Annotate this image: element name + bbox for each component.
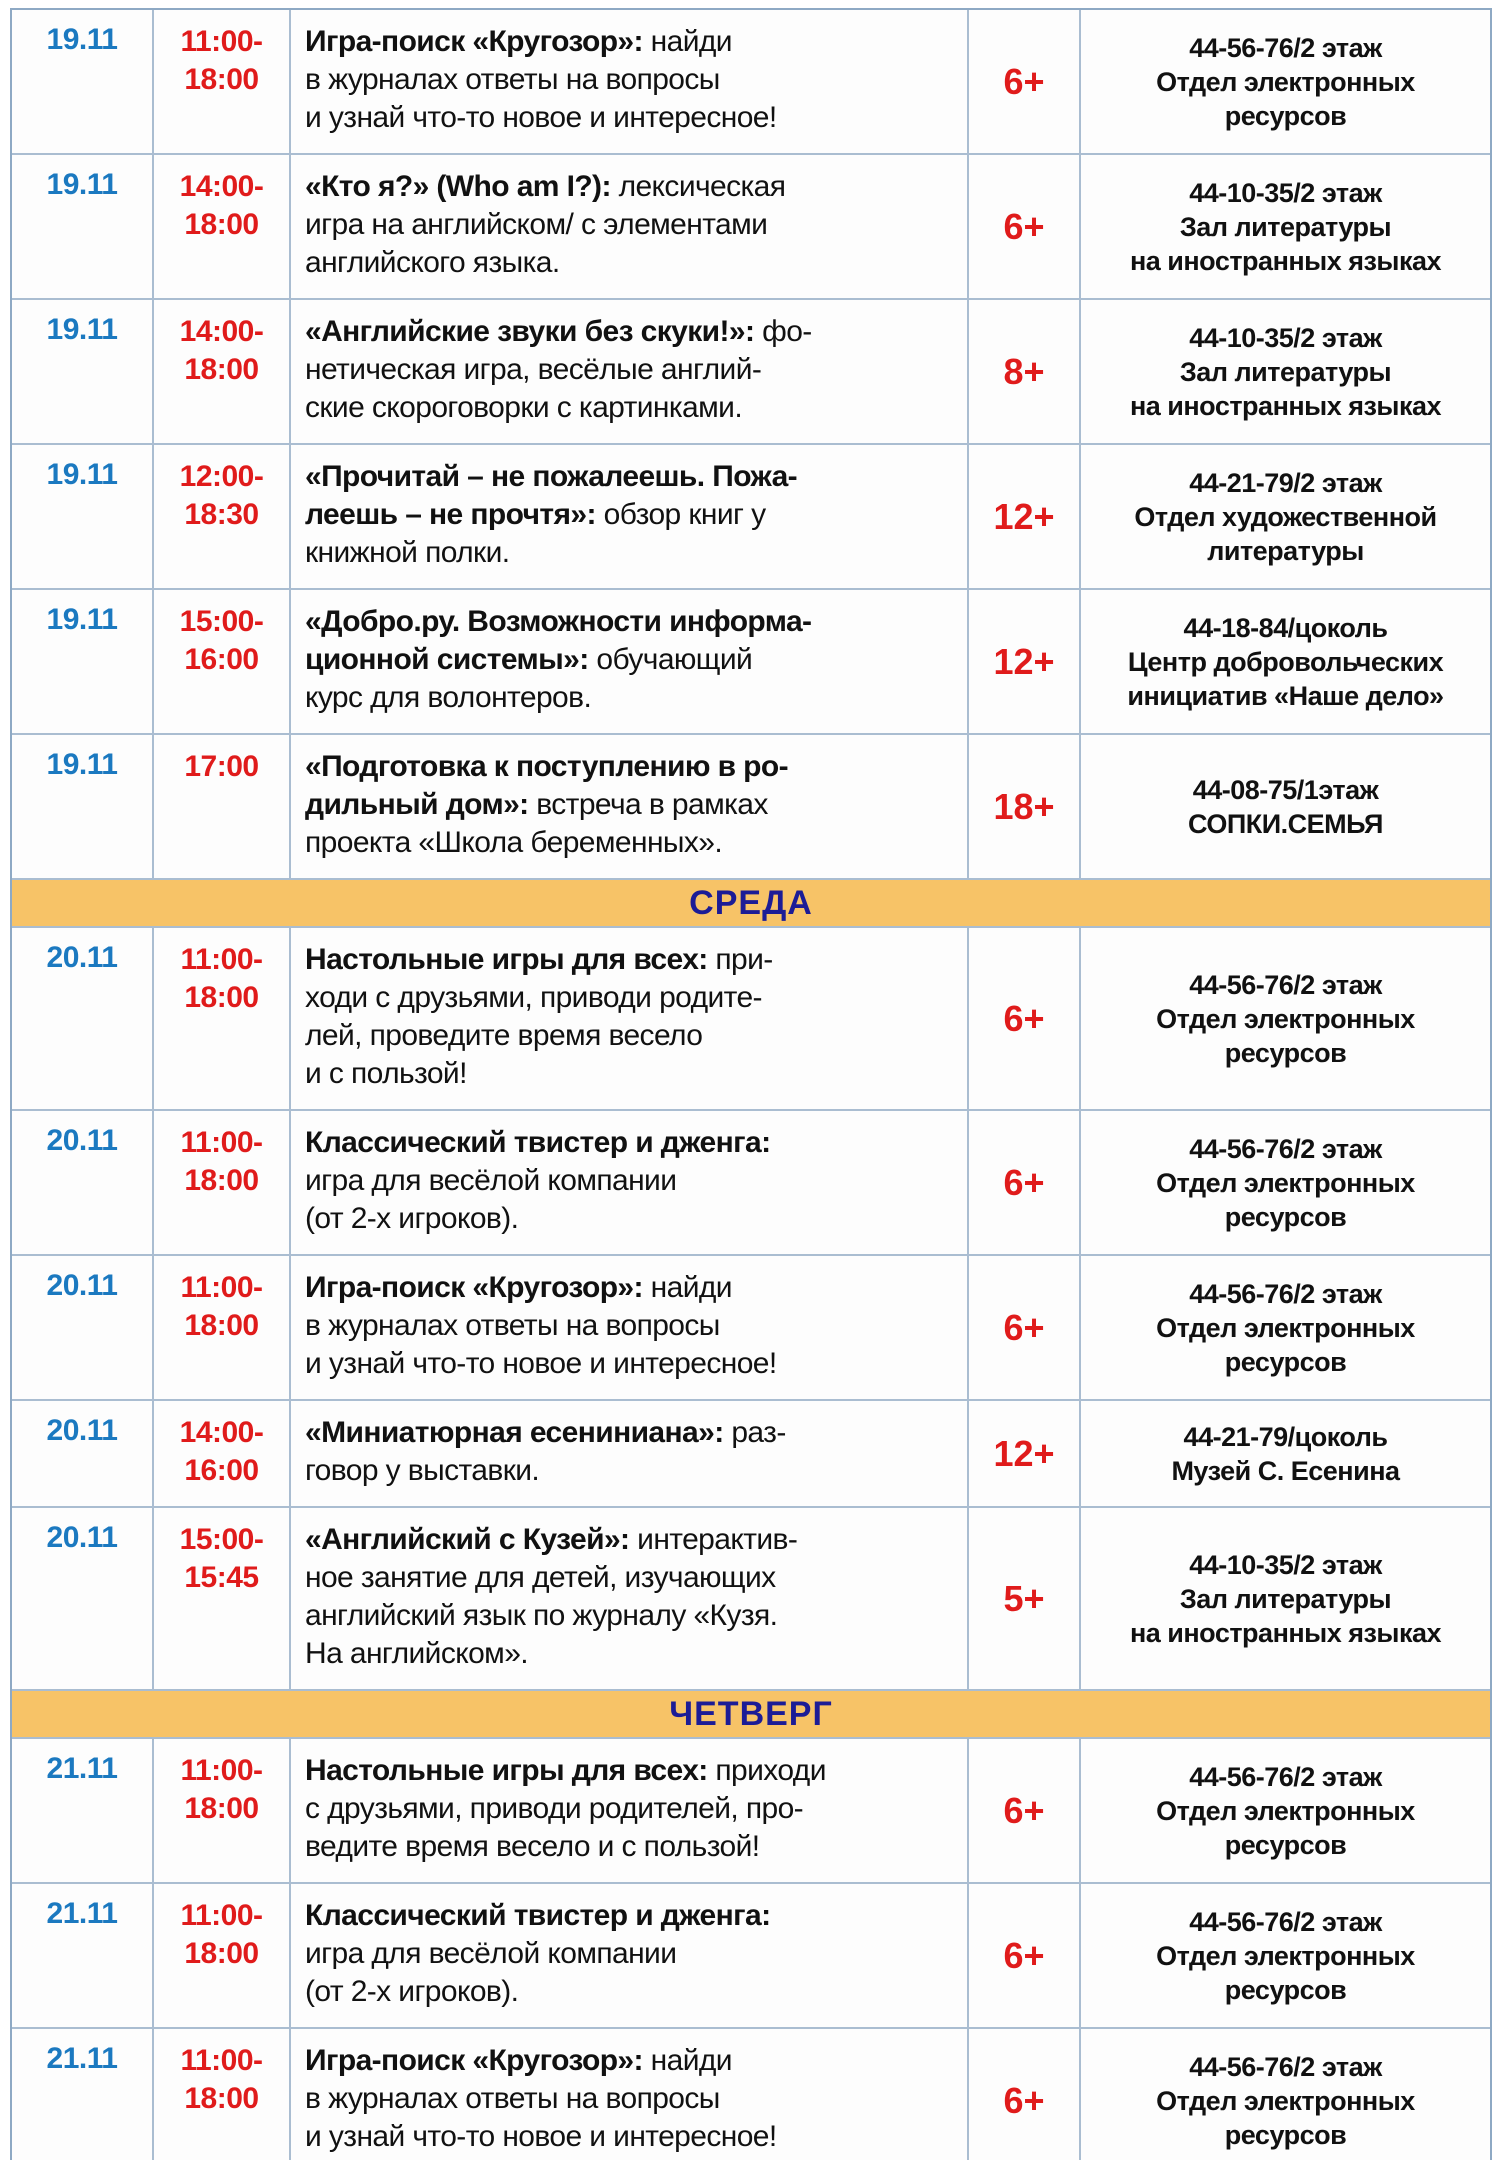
- location-line: 44-18-84/цоколь: [1183, 612, 1388, 643]
- location-line: Отдел электронных: [1156, 2085, 1415, 2116]
- event-time: [152, 1256, 289, 1399]
- time-line: 18:00: [184, 353, 259, 386]
- event-date: 21.11: [46, 1897, 118, 1930]
- location-line: 44-10-35/2 этаж: [1189, 322, 1382, 353]
- description-line: и узнай что-то новое и интересное!: [305, 2120, 777, 2153]
- time-line: 16:00: [184, 643, 259, 676]
- event-description: [289, 1508, 967, 1689]
- event-location: [1079, 155, 1490, 298]
- event-description: [289, 590, 967, 733]
- time-line: 15:00-: [179, 605, 264, 638]
- event-time: [152, 1739, 289, 1882]
- event-date: 20.11: [46, 1124, 118, 1157]
- time-line: 14:00-: [179, 315, 264, 348]
- time-line: 18:00: [184, 1164, 259, 1197]
- event-location: [1079, 928, 1490, 1109]
- age-rating-badge: 5+: [967, 1508, 1079, 1689]
- location-line: 44-21-79/цоколь: [1183, 1421, 1388, 1452]
- event-row: [12, 926, 1490, 1109]
- location-line: Зал литературы: [1179, 1583, 1392, 1614]
- time-line: 11:00-: [180, 1271, 263, 1304]
- age-rating-badge: 12+: [967, 445, 1079, 588]
- location-line: 44-56-76/2 этаж: [1189, 1278, 1382, 1309]
- event-location: [1079, 735, 1490, 878]
- description-line: Игра-поиск «Кругозор»: найди: [305, 25, 732, 58]
- day-header: ЧЕТВЕРГ: [12, 1689, 1490, 1737]
- description-line: На английском».: [305, 1637, 529, 1670]
- age-rating-badge: 6+: [967, 1111, 1079, 1254]
- description-line: «Прочитай – не пожалеешь. Пожа-: [305, 460, 798, 493]
- description-line: ведите время весело и с пользой!: [305, 1830, 760, 1863]
- description-line: Классический твистер и дженга:: [305, 1126, 771, 1159]
- time-line: 11:00-: [180, 1126, 263, 1159]
- event-date: 19.11: [46, 313, 118, 346]
- day-header: СРЕДА: [12, 878, 1490, 926]
- event-description: [289, 10, 967, 153]
- time-line: 18:00: [184, 63, 259, 96]
- event-row: [12, 153, 1490, 298]
- description-line: «Подготовка к поступлению в ро-: [305, 750, 789, 783]
- time-line: 11:00-: [180, 2044, 263, 2077]
- event-time: [152, 590, 289, 733]
- description-line: курс для волонтеров.: [305, 681, 592, 714]
- location-line: 44-56-76/2 этаж: [1189, 969, 1382, 1000]
- description-line: «Миниатюрная есениниана»: раз-: [305, 1416, 786, 1449]
- event-time: [152, 155, 289, 298]
- event-location: [1079, 1884, 1490, 2027]
- description-line: нетическая игра, весёлые англий-: [305, 353, 762, 386]
- event-date: 21.11: [46, 1752, 118, 1785]
- event-date: 19.11: [46, 458, 118, 491]
- location-line: 44-56-76/2 этаж: [1189, 2051, 1382, 2082]
- time-line: 15:00-: [179, 1523, 264, 1556]
- time-line: 18:00: [184, 981, 259, 1014]
- location-line: ресурсов: [1224, 1829, 1347, 1860]
- event-time: [152, 445, 289, 588]
- location-line: на иностранных языках: [1129, 390, 1442, 421]
- event-row: [12, 588, 1490, 733]
- description-line: Игра-поиск «Кругозор»: найди: [305, 1271, 732, 1304]
- age-rating-badge: 12+: [967, 590, 1079, 733]
- location-line: ресурсов: [1224, 1346, 1347, 1377]
- event-row: [12, 1882, 1490, 2027]
- description-line: Классический твистер и дженга:: [305, 1899, 771, 1932]
- age-rating-badge: 6+: [967, 928, 1079, 1109]
- event-location: [1079, 590, 1490, 733]
- description-line: «Добро.ру. Возможности информа-: [305, 605, 812, 638]
- event-date: 19.11: [46, 168, 118, 201]
- event-location: [1079, 1508, 1490, 1689]
- event-date: 19.11: [46, 603, 118, 636]
- time-line: 11:00-: [180, 1899, 263, 1932]
- event-description: [289, 928, 967, 1109]
- time-line: 14:00-: [179, 170, 264, 203]
- location-line: Зал литературы: [1179, 211, 1392, 242]
- time-line: 18:00: [184, 2082, 259, 2115]
- description-line: ходи с друзьями, приводи родите-: [305, 981, 762, 1014]
- location-line: Центр добровольческих: [1127, 646, 1444, 677]
- event-time: [152, 1884, 289, 2027]
- location-line: 44-21-79/2 этаж: [1189, 467, 1382, 498]
- location-line: ресурсов: [1224, 1201, 1347, 1232]
- event-date: 20.11: [46, 1269, 118, 1302]
- age-rating-badge: 18+: [967, 735, 1079, 878]
- event-description: [289, 300, 967, 443]
- event-date: 20.11: [46, 1414, 118, 1447]
- age-rating-badge: 6+: [967, 155, 1079, 298]
- event-row: [12, 10, 1490, 153]
- location-line: Зал литературы: [1179, 356, 1392, 387]
- age-rating-badge: 6+: [967, 10, 1079, 153]
- event-location: [1079, 10, 1490, 153]
- event-description: [289, 2029, 967, 2160]
- event-description: [289, 1884, 967, 2027]
- event-description: [289, 445, 967, 588]
- time-line: 14:00-: [179, 1416, 264, 1449]
- location-line: Музей С. Есенина: [1171, 1455, 1400, 1486]
- event-location: [1079, 1401, 1490, 1506]
- event-description: [289, 1401, 967, 1506]
- event-row: [12, 298, 1490, 443]
- event-row: [12, 1109, 1490, 1254]
- location-line: 44-10-35/2 этаж: [1189, 1549, 1382, 1580]
- schedule-table: [10, 8, 1492, 2160]
- location-line: литературы: [1207, 535, 1364, 566]
- location-line: Отдел электронных: [1156, 1003, 1415, 1034]
- event-description: [289, 1111, 967, 1254]
- time-line: 18:00: [184, 1309, 259, 1342]
- event-location: [1079, 1111, 1490, 1254]
- location-line: ресурсов: [1224, 1974, 1347, 2005]
- event-time: [152, 2029, 289, 2160]
- description-line: ские скороговорки с картинками.: [305, 391, 743, 424]
- time-line: 18:00: [184, 1937, 259, 1970]
- event-location: [1079, 1256, 1490, 1399]
- location-line: ресурсов: [1224, 2119, 1347, 2150]
- time-line: 11:00-: [180, 1754, 263, 1787]
- description-line: игра для весёлой компании: [305, 1164, 677, 1197]
- event-row: [12, 1254, 1490, 1399]
- event-time: [152, 1401, 289, 1506]
- event-date: 21.11: [46, 2042, 118, 2075]
- time-line: 11:00-: [180, 25, 263, 58]
- description-line: говор у выставки.: [305, 1454, 540, 1487]
- location-line: 44-08-75/1этаж: [1192, 774, 1379, 805]
- description-line: (от 2-х игроков).: [305, 1975, 519, 2008]
- description-line: (от 2-х игроков).: [305, 1202, 519, 1235]
- description-line: в журналах ответы на вопросы: [305, 63, 720, 96]
- age-rating-badge: 8+: [967, 300, 1079, 443]
- age-rating-badge: 6+: [967, 1884, 1079, 2027]
- age-rating-badge: 12+: [967, 1401, 1079, 1506]
- description-line: английский язык по журналу «Кузя.: [305, 1599, 778, 1632]
- description-line: английского языка.: [305, 246, 560, 279]
- event-description: [289, 735, 967, 878]
- location-line: на иностранных языках: [1129, 1617, 1442, 1648]
- location-line: 44-56-76/2 этаж: [1189, 1133, 1382, 1164]
- description-line: и узнай что-то новое и интересное!: [305, 101, 777, 134]
- time-line: 12:00-: [179, 460, 264, 493]
- location-line: 44-56-76/2 этаж: [1189, 1906, 1382, 1937]
- location-line: ресурсов: [1224, 100, 1347, 131]
- location-line: Отдел электронных: [1156, 1167, 1415, 1198]
- event-location: [1079, 445, 1490, 588]
- description-line: дильный дом»: встреча в рамках: [305, 788, 768, 821]
- event-date: 20.11: [46, 1521, 118, 1554]
- description-line: Настольные игры для всех: приходи: [305, 1754, 826, 1787]
- event-date: 19.11: [46, 23, 118, 56]
- description-line: игра на английском/ с элементами: [305, 208, 768, 241]
- location-line: Отдел электронных: [1156, 1795, 1415, 1826]
- description-line: леешь – не прочтя»: обзор книг у: [305, 498, 766, 531]
- age-rating-badge: 6+: [967, 1739, 1079, 1882]
- description-line: игра для весёлой компании: [305, 1937, 677, 1970]
- time-line: 18:00: [184, 208, 259, 241]
- event-location: [1079, 1739, 1490, 1882]
- event-location: [1079, 300, 1490, 443]
- event-location: [1079, 2029, 1490, 2160]
- event-description: [289, 1739, 967, 1882]
- location-line: 44-56-76/2 этаж: [1189, 1761, 1382, 1792]
- location-line: ресурсов: [1224, 1037, 1347, 1068]
- location-line: Отдел электронных: [1156, 1312, 1415, 1343]
- event-date: 19.11: [46, 748, 118, 781]
- location-line: инициатив «Наше дело»: [1127, 680, 1444, 711]
- time-line: 16:00: [184, 1454, 259, 1487]
- age-rating-badge: 6+: [967, 1256, 1079, 1399]
- description-line: и узнай что-то новое и интересное!: [305, 1347, 777, 1380]
- location-line: на иностранных языках: [1129, 245, 1442, 276]
- event-time: [152, 300, 289, 443]
- event-row: [12, 2027, 1490, 2160]
- event-row: [12, 443, 1490, 588]
- location-line: 44-10-35/2 этаж: [1189, 177, 1382, 208]
- description-line: ционной системы»: обучающий: [305, 643, 753, 676]
- description-line: проекта «Школа беременных».: [305, 826, 723, 859]
- event-row: [12, 733, 1490, 878]
- event-time: [152, 10, 289, 153]
- description-line: «Английский с Кузей»: интерактив-: [305, 1523, 798, 1556]
- location-line: Отдел художественной: [1134, 501, 1437, 532]
- event-time: [152, 1111, 289, 1254]
- time-line: 11:00-: [180, 943, 263, 976]
- time-line: 17:00: [184, 750, 259, 783]
- event-description: [289, 155, 967, 298]
- event-time: [152, 735, 289, 878]
- event-date: 20.11: [46, 941, 118, 974]
- description-line: книжной полки.: [305, 536, 510, 569]
- description-line: Игра-поиск «Кругозор»: найди: [305, 2044, 732, 2077]
- event-time: [152, 1508, 289, 1689]
- location-line: 44-56-76/2 этаж: [1189, 32, 1382, 63]
- description-line: в журналах ответы на вопросы: [305, 1309, 720, 1342]
- description-line: ное занятие для детей, изучающих: [305, 1561, 776, 1594]
- event-time: [152, 928, 289, 1109]
- description-line: Настольные игры для всех: при-: [305, 943, 773, 976]
- description-line: с друзьями, приводи родителей, про-: [305, 1792, 804, 1825]
- location-line: Отдел электронных: [1156, 66, 1415, 97]
- age-rating-badge: 6+: [967, 2029, 1079, 2160]
- event-row: [12, 1737, 1490, 1882]
- time-line: 15:45: [184, 1561, 259, 1594]
- description-line: «Английские звуки без скуки!»: фо-: [305, 315, 812, 348]
- event-row: [12, 1399, 1490, 1506]
- event-description: [289, 1256, 967, 1399]
- description-line: и с пользой!: [305, 1057, 467, 1090]
- location-line: Отдел электронных: [1156, 1940, 1415, 1971]
- event-row: [12, 1506, 1490, 1689]
- time-line: 18:00: [184, 1792, 259, 1825]
- description-line: «Кто я?» (Who am I?): лексическая: [305, 170, 786, 203]
- description-line: лей, проведите время весело: [305, 1019, 703, 1052]
- description-line: в журналах ответы на вопросы: [305, 2082, 720, 2115]
- location-line: СОПКИ.СЕМЬЯ: [1188, 808, 1383, 839]
- time-line: 18:30: [184, 498, 259, 531]
